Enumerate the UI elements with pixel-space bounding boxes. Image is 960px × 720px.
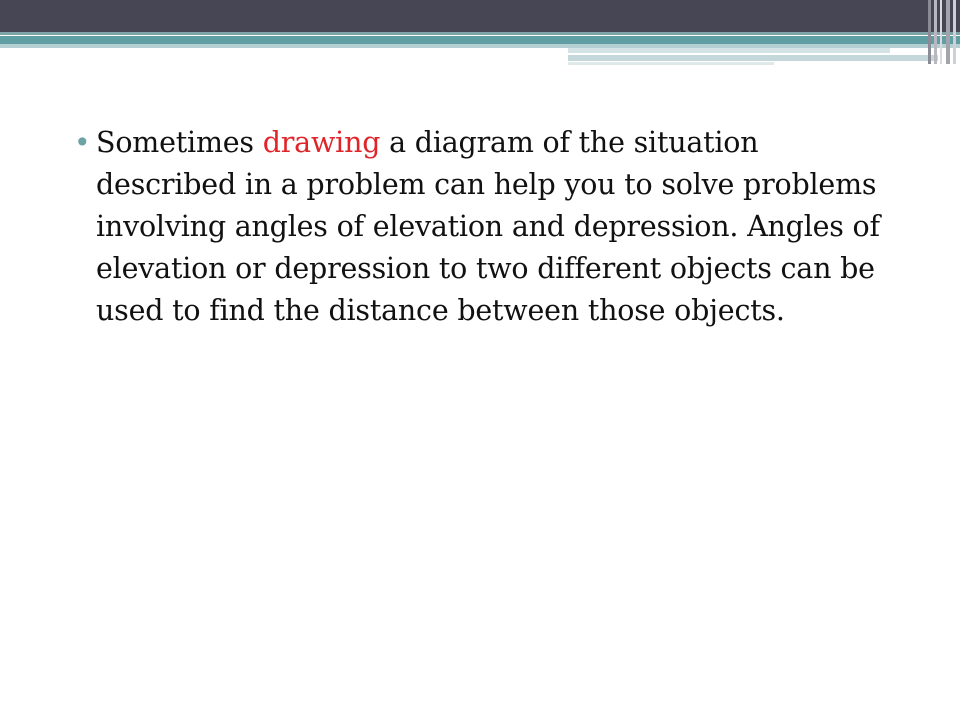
- header-accent-bar-3: [568, 62, 774, 65]
- header-teal-bar: [0, 36, 960, 44]
- bullet-dot-icon: •: [74, 126, 91, 159]
- bullet-item: [70, 122, 900, 332]
- header-vertical-stripe: [928, 0, 931, 64]
- slide-body: [70, 122, 900, 332]
- header-vertical-stripe: [953, 0, 956, 64]
- header-vertical-stripe: [940, 0, 942, 64]
- header-dark-bar: [0, 0, 960, 32]
- bullet-text-start: Sometimes: [96, 126, 263, 159]
- header-vertical-stripe: [946, 0, 950, 64]
- highlighted-word: drawing: [262, 126, 381, 159]
- bullet-text: [96, 122, 900, 332]
- bullet-text-rest: a diagram of the situation described in a problem can help you to solve problems involving angles of elevation and depression. Angles of elevation or depression to two different objects can be used to find the distance between those objects.: [96, 126, 880, 327]
- header-teal-thin-line: [0, 32, 960, 35]
- header-accent-bar-1: [568, 48, 890, 53]
- header-accent-bar-2: [568, 55, 938, 61]
- header-vertical-stripe: [934, 0, 937, 64]
